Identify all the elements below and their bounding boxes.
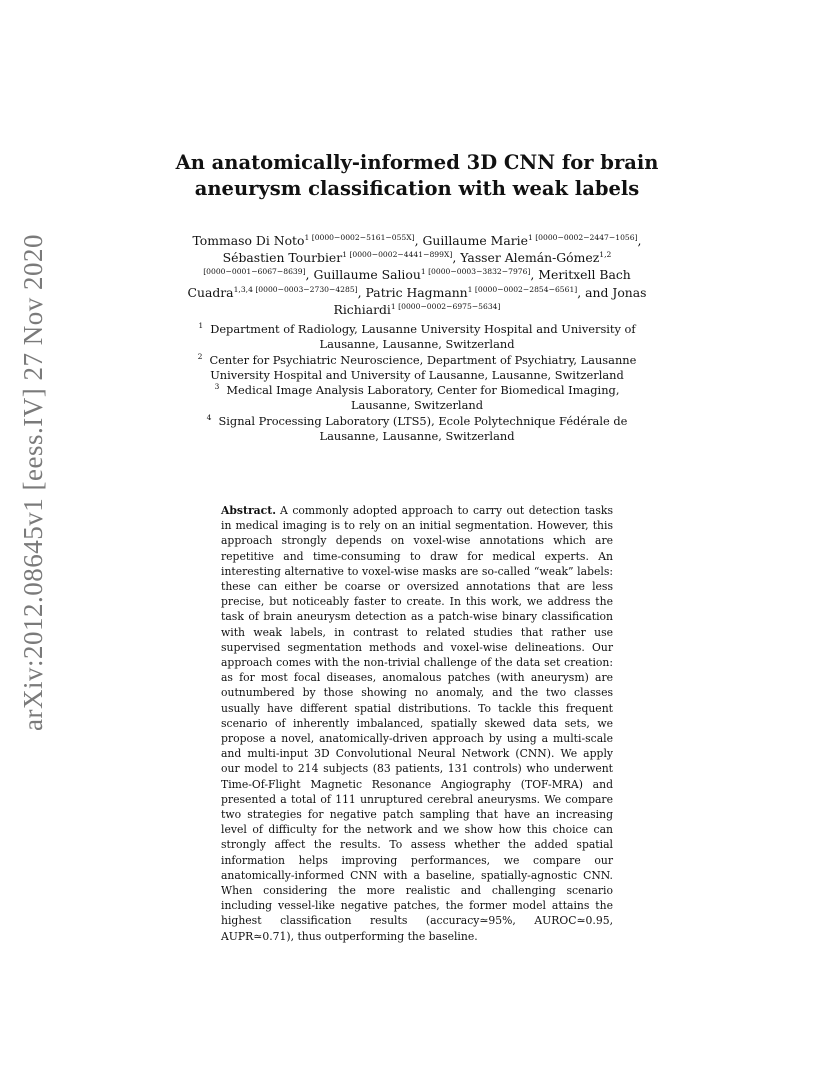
- affiliation-text: Center for Psychiatric Neuroscience, Department of Psychiatry, Lausanne University Hospital and University of Lausanne, Lausanne, Switzerland: [209, 352, 637, 382]
- affiliation-number: 3: [214, 382, 220, 392]
- abstract-text: A commonly adopted approach to carry out detection tasks in medical imaging is to rely on an initial segmentation. However, this approach strongly depends on voxel-wise annotations which are repetitive and time-consuming to draw for medical experts. An interesting alternative to voxel-wise masks are so-called “weak” labels: these can either be coarse or oversized annotations that are less precise, but noticeably faster to create. In this work, we address the task of brain aneurysm detection as a patch-wise binary classification with weak labels, in contrast to related studies that rather use supervised segmentation methods and voxel-wise delineations. Our approach comes with the non-trivial challenge of the data set creation: as for most focal diseases, anomalous patches (with aneurysm) are outnumbered by those showing no anomaly, and the two classes usually have different spatial distributions. To tackle this frequent scenario of inherently imbalanced, spatially skewed data sets, we propose a novel, anatomically-driven approach by using a multi-scale and multi-input 3D Convolutional Neural Network (CNN). We apply our model to 214 subjects (83 patients, 131 controls) who underwent Time-Of-Flight Magnetic Resonance Angiography (TOF-MRA) and presented a total of 111 unruptured cerebral aneurysms. We compare two strategies for negative patch sampling that have an increasing level of difficulty for the network and we show how this choice can strongly affect the results. To assess whether the added spatial information helps improving performances, we compare our anatomically-informed CNN with a baseline, spatially-agnostic CNN. When considering the more realistic and challenging scenario including vessel-like negative patches, the former model attains the highest classification results (accuracy≃95%, AUROC≃0.95, AUPR≃0.71), thus outperforming the baseline.: [221, 504, 613, 943]
- affiliation-number: 2: [197, 351, 203, 361]
- author-name: Guillaume Marie: [422, 233, 528, 248]
- author-name: Guillaume Saliou: [313, 267, 421, 283]
- paper-title: An anatomically-informed 3D CNN for brain aneurysm classification with weak labels: [175, 151, 659, 200]
- author: [193, 233, 423, 248]
- arxiv-identifier-stamp: [8, 233, 58, 731]
- affiliation-item: [188, 353, 646, 384]
- author-affiliation-orcid: 1,2 [0000−0001−6067−8639]: [203, 250, 612, 277]
- author-separator: ,: [530, 267, 539, 283]
- author-list: [178, 232, 656, 318]
- affiliation-item: [188, 322, 646, 353]
- author-affiliation-orcid: 1 [0000−0002−5161−055X]: [304, 233, 415, 242]
- author-separator: ,: [305, 267, 314, 283]
- affiliation-list: [188, 322, 646, 444]
- author: [423, 233, 642, 248]
- affiliation-item: [188, 383, 646, 414]
- author: [313, 267, 538, 282]
- author-affiliation-orcid: 1 [0000−0002−2854−6561]: [467, 284, 578, 294]
- author-affiliation-orcid: 1,3,4 [0000−0003−2730−4285]: [233, 284, 358, 294]
- author-name: Jonas Richiardi: [333, 284, 647, 317]
- affiliation-text: Medical Image Analysis Laboratory, Center for Biomedical Imaging, Lausanne, Switzerland: [226, 383, 620, 413]
- affiliation-number: 1: [198, 321, 204, 330]
- author-separator: ,: [637, 233, 642, 248]
- author-name: Sébastien Tourbier: [222, 250, 343, 266]
- author: [366, 285, 613, 300]
- author-name: Tommaso Di Noto: [192, 233, 305, 248]
- author-affiliation-orcid: 1 [0000−0002−2447−1056]: [527, 233, 638, 242]
- arxiv-stamp-text: arXiv:2012.08645v1 [eess.IV] 27 Nov 2020: [17, 233, 48, 731]
- author-name: Meritxell Bach Cuadra: [187, 267, 631, 300]
- author-affiliation-orcid: 1 [0000−0003−3832−7976]: [420, 267, 531, 277]
- affiliation-text: Department of Radiology, Lausanne University Hospital and University of Lausanne, Lausanne, Switzerland: [210, 322, 636, 352]
- affiliation-text: Signal Processing Laboratory (LTS5), Ecole Polytechnique Fédérale de Lausanne, Lausanne, Switzerland: [218, 413, 628, 444]
- author-name: Yasser Alemán-Gómez: [460, 250, 600, 266]
- author-separator: , and: [577, 284, 613, 300]
- author-separator: ,: [357, 284, 366, 300]
- author-affiliation-orcid: 1 [0000−0002−6975−5634]: [390, 301, 501, 311]
- author: [223, 250, 461, 265]
- affiliation-item: [188, 414, 646, 445]
- abstract-label: Abstract.: [221, 504, 276, 517]
- author-name: Patric Hagmann: [365, 284, 468, 300]
- author-separator: ,: [452, 250, 461, 266]
- abstract: [221, 503, 613, 944]
- author-affiliation-orcid: 1 [0000−0002−4441−899X]: [342, 250, 453, 260]
- affiliation-number: 4: [206, 412, 212, 422]
- author-separator: ,: [414, 233, 423, 248]
